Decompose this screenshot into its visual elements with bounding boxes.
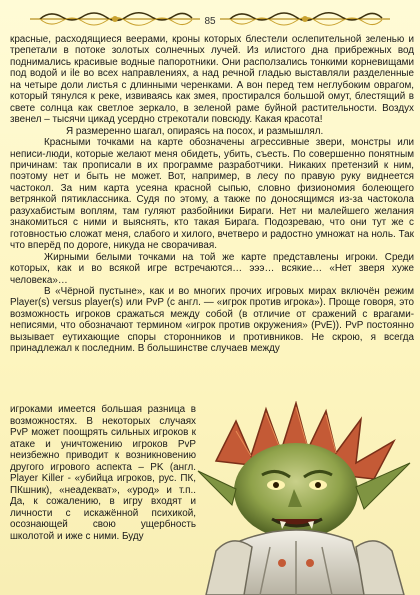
paragraph-red-dots: Красными точками на карте обозначены агрессивные звери, монстры или неписи-люди, которые желают меня обидеть, убить, съесть. По совершенно понятным причинам: так прописали в их программе разработчики. Никаких претензий к ним, поэтому нет и быть не может. Вот, например, в лесу по правую руку виднеется частокол. За ним карта усеяна красной сыпью, словно физиономия болеющего ветрянкой пятиклассника. Судя по этому, а также по доносящимся из-за частокола разухабистым воплям, там гуляют разбойники Бираги. Нет ни малейшего желания знакомиться с ними и выяснять, кто такая Бирага. Подозреваю, что они тут же с готовностью сложат меня, слабого и хилого, вчетверо и радостно умножат на ноль. Так что вперёд по дороге, никуда не сворачивая. bbox=[10, 137, 414, 252]
goblin-creature-icon bbox=[196, 401, 414, 595]
paragraph-white-dots: Жирными белыми точками на той же карте представлены игроки. Среди которых, как и во всякой игре встречаются… эээ… всякие… «Нет зверя хуже человека»… bbox=[10, 251, 414, 286]
paragraph-landscape: красные, расходящиеся веерами, кроны которых блестели ослепительной зеленью и трепетали в потоке золотых солнечных лучей. Из илистого дна прибрежных вод поднимались красивые водные папоротники. Они расползались тонкими корневищами под водой и ile во всех направлениях, а над речной гладью выставляли разделенные на четыре доли листья с длинными черенками. А вон перед тем неглубоким оврагом, который тянулся к реке, извиваясь как змея, простирался большой омут, блестящий в свете солнца как светлое зеркало, в зеленой раме буйной растительности. Воздух звенел – тысячи цикад усердно стрекотали повсюду. Какая красота! bbox=[10, 34, 414, 126]
main-text-column bbox=[10, 34, 414, 355]
paragraph-walking: Я размеренно шагал, опираясь на посох, и размышлял. bbox=[66, 125, 324, 137]
goblin-illustration bbox=[196, 401, 414, 595]
page-header bbox=[0, 4, 420, 32]
ornament-left-icon bbox=[30, 10, 200, 28]
paragraph-pvp: В «Чёрной пустыне», как и во многих прочих игровых мирах включён режим Player(s) versus player(s) или PvP (с англ. — «игрок против игрока»). Проще говоря, это возможность игроков сражаться между собой (в отличие от сражений с врагами-неписями, что обозначают термином «игрок против окружения» (PvE)). PvP постоянно вызывает еутихающие споры сторонников и противников. Не скрою, я всегда принадлежал к последним. В большинстве случаев между bbox=[10, 285, 414, 355]
page-number: 85 bbox=[204, 16, 216, 27]
ornament-right-icon bbox=[220, 10, 390, 28]
paragraph-pvp-continued: игроками имеется большая разница в возможностях. В некоторых случаях PvP может поощрять сильных игроков к атаке и уничтожению игроков PvP неизбежно приводит к возникновению другого игрового аспекта – PK (англ. Player Killer - «убийца игроков, рус. ПК, ПКшник), «неадекват», «урод» и т.п.. Да, к сожалению, в игру входят и личности с искажённой психикой, осознающей свою ущербность школотой и иже с ними. Буду bbox=[10, 404, 196, 542]
